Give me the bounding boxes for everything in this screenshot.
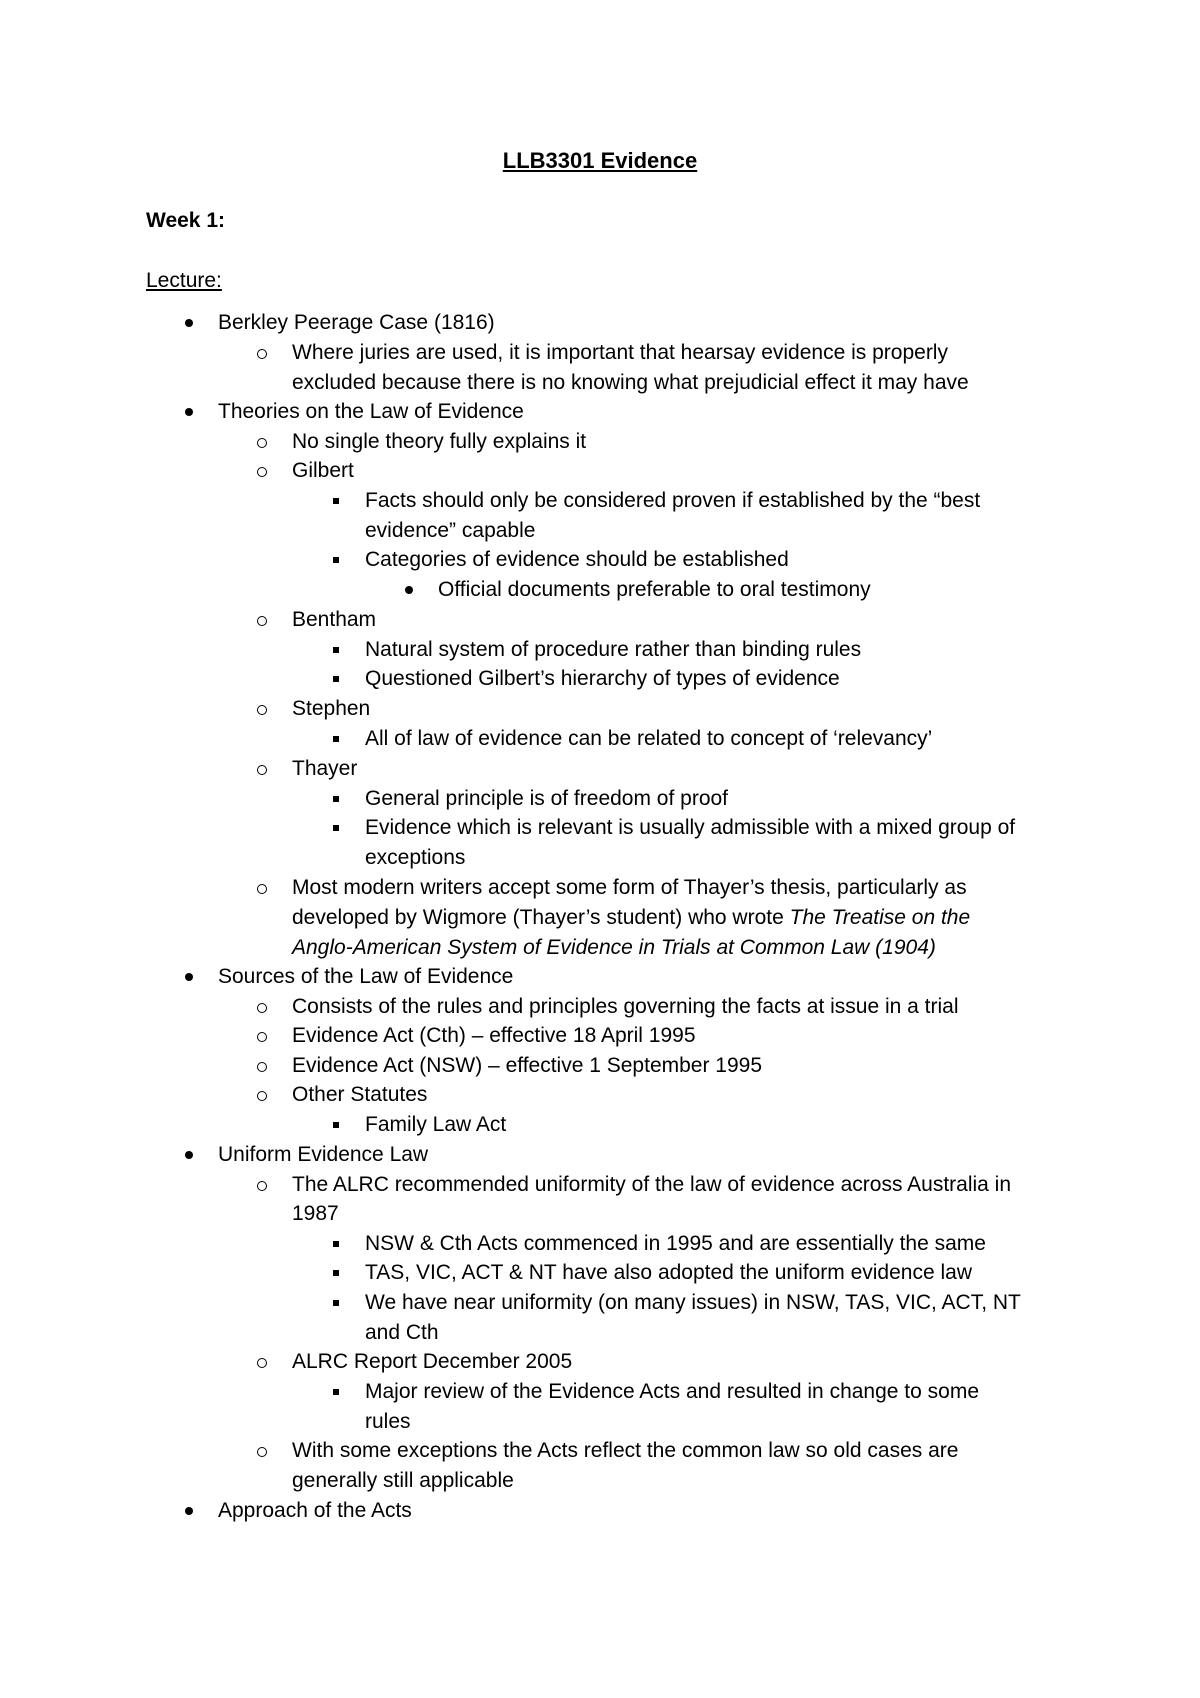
outline-line-text: [292, 1466, 514, 1496]
outline-line-text: [365, 1407, 411, 1437]
outline-line-text: [365, 724, 932, 754]
line-text: With some exceptions the Acts reflect the common law so old cases are: [292, 1439, 959, 1462]
outline-line: [0, 1229, 1200, 1259]
line-text: No single theory fully explains it: [292, 430, 587, 453]
outline-line: [0, 338, 1200, 368]
outline-line-text: [292, 1051, 762, 1081]
outline-line: [0, 397, 1200, 427]
outline-line-text: [365, 1229, 986, 1259]
outline-line-text: [438, 575, 871, 605]
outline-line-text: [292, 368, 969, 398]
document-title: LLB3301 Evidence: [502, 148, 698, 173]
outline-line: [0, 992, 1200, 1022]
outline-line-text: [365, 1110, 506, 1140]
line-text: TAS, VIC, ACT & NT have also adopted the uniform evidence law: [365, 1261, 972, 1284]
outline-line: [0, 1318, 1200, 1348]
line-text: Evidence Act (NSW) – effective 1 September 1995: [292, 1054, 763, 1077]
outline-line-text: [365, 784, 728, 814]
outline-line: [0, 545, 1200, 575]
outline-line-text: [292, 754, 357, 784]
outline-line: [0, 427, 1200, 457]
line-text: Bentham: [292, 608, 377, 631]
outline-line-text: [365, 664, 840, 694]
outline-line: [0, 605, 1200, 635]
outline-line: [0, 694, 1200, 724]
line-text: Stephen: [292, 697, 371, 720]
week-heading: Week 1:: [146, 209, 225, 232]
outline-line-text: [365, 843, 465, 873]
outline-line: [0, 1199, 1200, 1229]
outline-line-text: [365, 545, 789, 575]
line-text: developed by Wigmore (Thayer’s student) who wrote: [292, 906, 790, 929]
outline-line-text: [292, 1170, 1011, 1200]
outline-line: [0, 813, 1200, 843]
outline-line-text: [292, 933, 936, 963]
outline-line: [0, 754, 1200, 784]
line-text: Other Statutes: [292, 1083, 428, 1106]
outline-line-text: [365, 813, 1015, 843]
outline-line-text: [365, 516, 535, 546]
outline-line-text: [365, 486, 980, 516]
outline-line: [0, 575, 1200, 605]
outline-line-text: [218, 308, 495, 338]
line-text: Berkley Peerage Case (1816): [218, 311, 495, 334]
outline-line-text: [292, 1021, 696, 1051]
line-text: Consists of the rules and principles governing the facts at issue in a trial: [292, 995, 959, 1018]
line-italic-text: The Treatise on the: [789, 906, 971, 929]
line-text: ALRC Report December 2005: [292, 1350, 573, 1373]
line-text: Where juries are used, it is important that hearsay evidence is properly: [292, 341, 948, 364]
outline-line-text: [292, 605, 376, 635]
outline-line-text: [292, 992, 959, 1022]
outline-line: [0, 1021, 1200, 1051]
outline-line-text: [292, 338, 948, 368]
section-heading: Lecture:: [146, 269, 222, 292]
outline-line: [0, 486, 1200, 516]
line-text: exceptions: [365, 846, 466, 869]
outline-line-text: [292, 1080, 427, 1110]
outline-line: [0, 308, 1200, 338]
line-text: General principle is of freedom of proof: [365, 787, 729, 810]
outline-line: [0, 784, 1200, 814]
line-text: evidence” capable: [365, 519, 536, 542]
line-text: The ALRC recommended uniformity of the law of evidence across Australia in: [292, 1173, 1012, 1196]
outline-line: [0, 1466, 1200, 1496]
line-text: Categories of evidence should be established: [365, 548, 789, 571]
line-text: Approach of the Acts: [218, 1499, 412, 1522]
outline-line-text: [292, 1436, 958, 1466]
outline-line-text: [292, 694, 370, 724]
outline-line: [0, 1288, 1200, 1318]
outline-line: [0, 1347, 1200, 1377]
line-text: Theories on the Law of Evidence: [218, 400, 524, 423]
outline-line: [0, 1496, 1200, 1526]
outline-line: [0, 1258, 1200, 1288]
line-text: All of law of evidence can be related to concept of ‘relevancy’: [365, 727, 933, 750]
line-text: NSW & Cth Acts commenced in 1995 and are essentially the same: [365, 1232, 986, 1255]
outline-line-text: [218, 1496, 412, 1526]
outline-line-text: [218, 1140, 428, 1170]
outline-line: [0, 1051, 1200, 1081]
line-text: and Cth: [365, 1321, 439, 1344]
outline-line: [0, 903, 1200, 933]
outline-line: [0, 1110, 1200, 1140]
line-text: Facts should only be considered proven if established by the “best: [365, 489, 981, 512]
line-text: Questioned Gilbert’s hierarchy of types of evidence: [365, 667, 840, 690]
outline-line-text: [292, 427, 586, 457]
outline-line: [0, 516, 1200, 546]
line-text: Official documents preferable to oral testimony: [438, 578, 871, 601]
line-text: Family Law Act: [365, 1113, 507, 1136]
outline-line: [0, 1080, 1200, 1110]
outline-line: [0, 933, 1200, 963]
line-text: Gilbert: [292, 459, 354, 482]
line-italic-text: Anglo-American System of Evidence in Trials at Common Law (1904): [292, 936, 936, 959]
line-text: Uniform Evidence Law: [218, 1143, 429, 1166]
line-text: Natural system of procedure rather than binding rules: [365, 638, 862, 661]
outline-line-text: [292, 873, 967, 903]
outline-line: [0, 1170, 1200, 1200]
outline-line: [0, 664, 1200, 694]
outline-line: [0, 1436, 1200, 1466]
outline-line-text: [292, 1347, 572, 1377]
line-text: We have near uniformity (on many issues) in NSW, TAS, VIC, ACT, NT: [365, 1291, 1021, 1314]
line-text: Evidence which is relevant is usually admissible with a mixed group of: [365, 816, 1016, 839]
outline-line: [0, 962, 1200, 992]
outline-line: [0, 635, 1200, 665]
outline-line: [0, 724, 1200, 754]
outline-line: [0, 843, 1200, 873]
outline-line: [0, 1407, 1200, 1437]
outline-line-text: [365, 1258, 972, 1288]
line-text: rules: [365, 1410, 411, 1433]
outline-line-text: [365, 1377, 979, 1407]
line-text: Sources of the Law of Evidence: [218, 965, 514, 988]
outline-line-text: [365, 635, 861, 665]
outline-line: [0, 873, 1200, 903]
outline-line-text: [365, 1318, 439, 1348]
outline-line-text: [365, 1288, 1021, 1318]
line-text: 1987: [292, 1202, 339, 1225]
line-text: Thayer: [292, 757, 358, 780]
line-text: Most modern writers accept some form of Thayer’s thesis, particularly as: [292, 876, 967, 899]
outline-line: [0, 1140, 1200, 1170]
line-text: excluded because there is no knowing what prejudicial effect it may have: [292, 371, 969, 394]
line-text: generally still applicable: [292, 1469, 514, 1492]
outline-line: [0, 456, 1200, 486]
line-text: Major review of the Evidence Acts and resulted in change to some: [365, 1380, 980, 1403]
outline-line: [0, 1377, 1200, 1407]
outline-line-text: [292, 1199, 339, 1229]
outline-line-text: [218, 397, 524, 427]
outline-line-text: [292, 903, 970, 933]
outline-line-text: [292, 456, 354, 486]
outline-line-text: [218, 962, 513, 992]
outline-line: [0, 368, 1200, 398]
line-text: Evidence Act (Cth) – effective 18 April 1995: [292, 1024, 696, 1047]
